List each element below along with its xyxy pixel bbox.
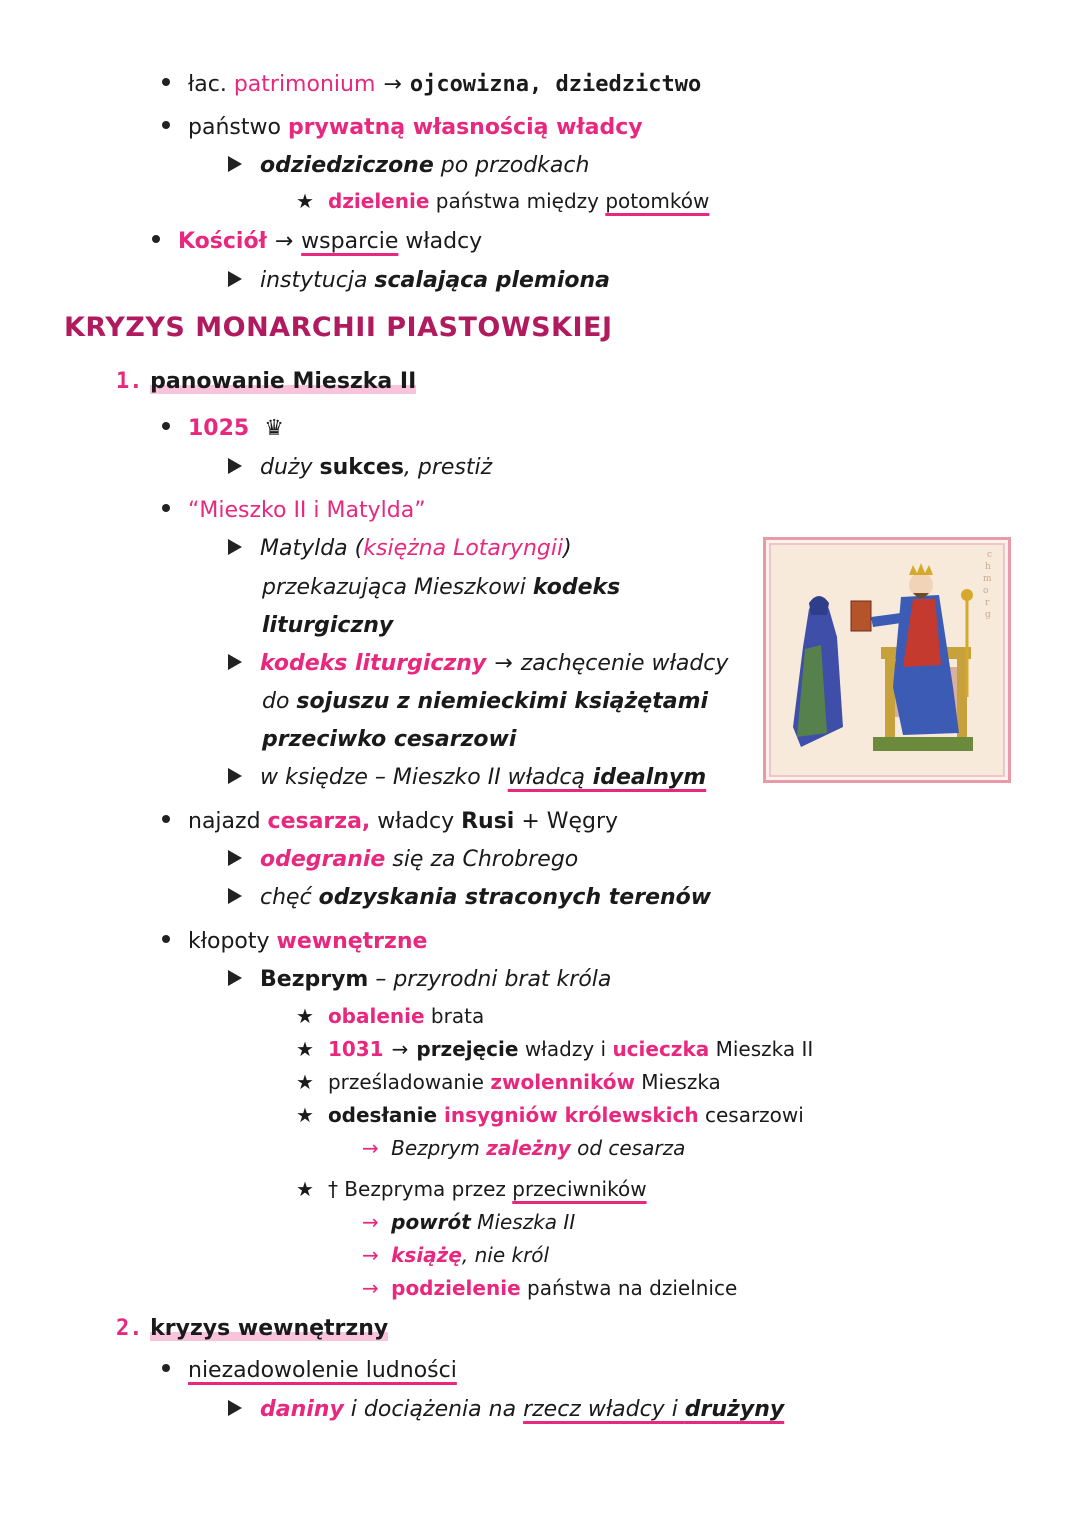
text: niezadowolenie ludności [188, 1358, 457, 1383]
text: Mieszka II [470, 1210, 576, 1234]
svg-text:r: r [985, 598, 990, 608]
text: sukces [319, 455, 404, 480]
arrow-bullet-icon [228, 654, 242, 670]
text: scalająca plemiona [374, 268, 611, 293]
heading-1 [116, 369, 416, 394]
line-sojusz [262, 689, 708, 714]
text: Kościół [178, 229, 267, 254]
text: państwa na dzielnice [520, 1276, 738, 1300]
text: kłopoty [188, 929, 277, 954]
arrow-icon: → [383, 72, 402, 97]
text: kodeks liturgiczny [260, 651, 487, 676]
arrow-bullet-icon [228, 458, 242, 474]
text: zachęcenie władcy [520, 651, 729, 676]
text: państwa między [429, 189, 606, 213]
text: + Węgry [514, 809, 619, 834]
line-dzielenie [296, 190, 709, 213]
text: powrót [391, 1210, 471, 1234]
text: brata [424, 1004, 485, 1028]
text: ucieczka [612, 1037, 710, 1061]
text: insygniów królewskich [444, 1103, 699, 1127]
heading-number: 1. [116, 369, 143, 394]
text: podzielenie [391, 1276, 521, 1300]
text: ojcowizna, dziedzictwo [409, 72, 702, 97]
heading-2 [116, 1316, 388, 1341]
text: Bezprym [260, 967, 369, 992]
bullet [162, 815, 170, 823]
text: zwolenników [490, 1070, 635, 1094]
crown-icon: ♛ [264, 416, 284, 441]
line-zalezny [362, 1137, 685, 1160]
line-klopoty [162, 929, 427, 954]
bullet [162, 504, 170, 512]
line-odziedziczone [228, 153, 589, 178]
text: 1031 [327, 1037, 384, 1061]
svg-text:h: h [985, 562, 991, 572]
text: i dociążenia na [343, 1397, 524, 1422]
text: , nie król [461, 1243, 550, 1267]
text: przejęcie [416, 1037, 519, 1061]
text: cesarzowi [698, 1103, 804, 1127]
text: Mieszka [634, 1070, 721, 1094]
text: prywatną własnością władcy [287, 115, 643, 140]
line-1031 [296, 1038, 813, 1061]
text: dzielenie [327, 189, 430, 213]
section-title: KRYZYS MONARCHII PIASTOWSKIEJ [64, 312, 613, 343]
text: drużyny [684, 1397, 785, 1422]
star-icon: ★ [296, 1177, 314, 1201]
line-najazd [162, 809, 618, 834]
bullet [162, 935, 170, 943]
arrow-bullet-icon [228, 768, 242, 784]
line-kodeks [228, 651, 728, 676]
text: przekazująca Mieszkowi [262, 575, 533, 600]
arrow-icon: → [274, 229, 294, 254]
text: władcy [370, 809, 462, 834]
arrow-bullet-icon [228, 850, 242, 866]
heading-number: 2. [116, 1316, 143, 1341]
bullet [162, 121, 170, 129]
text: od cesarza [570, 1136, 686, 1160]
line-przekazujaca [262, 575, 620, 600]
text: cesarza, [267, 809, 371, 834]
svg-text:m: m [983, 574, 992, 584]
line-odegranie [228, 847, 578, 872]
text: obalenie [327, 1004, 425, 1028]
text: przeciwników [512, 1177, 647, 1201]
star-icon: ★ [296, 1103, 314, 1127]
heading-text: kryzys wewnętrzny [150, 1316, 389, 1341]
line-obalenie [296, 1005, 484, 1028]
text: wewnętrzne [276, 929, 428, 954]
arrow-icon: → [362, 1243, 379, 1267]
star-icon: ★ [296, 189, 314, 213]
line-ksiedze [228, 765, 706, 790]
line-quote [162, 498, 426, 523]
arrow-bullet-icon [228, 156, 242, 172]
text: duży [260, 455, 320, 480]
quote-title: “Mieszko II i Matylda” [188, 498, 426, 523]
text: Rusi [461, 809, 515, 834]
year: 1025 [188, 416, 250, 441]
line-ksiaze [362, 1244, 549, 1267]
line-1025 [162, 416, 284, 441]
line-smierc [296, 1178, 647, 1201]
bullet [152, 235, 160, 243]
arrow-icon: → [494, 651, 513, 676]
arrow-bullet-icon [228, 539, 242, 555]
line-odeslanie [296, 1104, 804, 1127]
text: po przodkach [433, 153, 590, 178]
line-podzielenie [362, 1277, 737, 1300]
text: rzecz władcy i [523, 1397, 685, 1422]
text: zależny [486, 1136, 571, 1160]
text: się za Chrobrego [385, 847, 579, 872]
line-instytucja [228, 268, 610, 293]
line-liturgiczny: liturgiczny [262, 613, 394, 638]
text: sojuszu z niemieckimi książętami [296, 689, 709, 714]
line-przeciwko: przeciwko cesarzowi [262, 727, 517, 752]
line-kosciol [152, 229, 482, 254]
text: książę [391, 1243, 462, 1267]
arrow-bullet-icon [228, 271, 242, 287]
line-matylda [228, 536, 572, 561]
text: władcą [507, 765, 586, 790]
text: Matylda ( [260, 536, 364, 561]
line-powrot [362, 1211, 575, 1234]
text: kodeks [532, 575, 621, 600]
arrow-icon: → [362, 1276, 379, 1300]
svg-text:c: c [987, 550, 993, 560]
star-icon: ★ [296, 1037, 314, 1061]
text: państwo [188, 115, 288, 140]
text: odziedziczone [260, 153, 434, 178]
text: w księdze – Mieszko II [260, 765, 508, 790]
line-panstwo [162, 115, 643, 140]
text: ) [563, 536, 572, 561]
star-icon: ★ [296, 1004, 314, 1028]
text: odesłanie [327, 1103, 445, 1127]
text: idealnym [585, 765, 707, 790]
text: odegranie [260, 847, 386, 872]
miniature-illustration [763, 537, 1011, 783]
bullet [162, 422, 170, 430]
bullet [162, 1364, 170, 1372]
arrow-bullet-icon [228, 970, 242, 986]
text: instytucja [260, 268, 375, 293]
text: księżna Lotaryngii [363, 536, 564, 561]
line-przesladowanie [296, 1071, 721, 1094]
text: władcy [398, 229, 483, 254]
heading-text: panowanie Mieszka II [150, 369, 417, 394]
text: , prestiż [403, 455, 493, 480]
text: Mieszka II [709, 1037, 814, 1061]
line-bezprym [228, 967, 611, 992]
arrow-bullet-icon [228, 888, 242, 904]
arrow-icon: → [391, 1037, 409, 1061]
cross-icon: † [327, 1177, 338, 1201]
arrow-icon: → [362, 1210, 379, 1234]
text: do [262, 689, 297, 714]
text: odzyskania straconych terenów [318, 885, 712, 910]
line-sukces [228, 455, 492, 480]
text: chęć [260, 885, 319, 910]
term-patrimonium: patrimonium [233, 72, 376, 97]
text: władzy i [518, 1037, 613, 1061]
text: prześladowanie [327, 1070, 491, 1094]
text: potomków [605, 189, 710, 213]
star-icon: ★ [296, 1070, 314, 1094]
line-patrimonium [162, 72, 701, 97]
svg-text:o: o [983, 586, 989, 596]
text: – przyrodni brat króla [368, 967, 612, 992]
text: daniny [260, 1397, 344, 1422]
line-daniny [228, 1397, 784, 1422]
line-chec [228, 885, 711, 910]
text: wsparcie [301, 229, 399, 254]
bullet [162, 78, 170, 86]
arrow-bullet-icon [228, 1400, 242, 1416]
line-niezadowolenie [162, 1358, 457, 1383]
svg-text:g: g [985, 610, 991, 620]
arrow-icon: → [362, 1136, 379, 1160]
text: Bezprym [391, 1136, 487, 1160]
text: najazd [188, 809, 268, 834]
text: łac. [188, 72, 234, 97]
text: Bezpryma przez [337, 1177, 513, 1201]
